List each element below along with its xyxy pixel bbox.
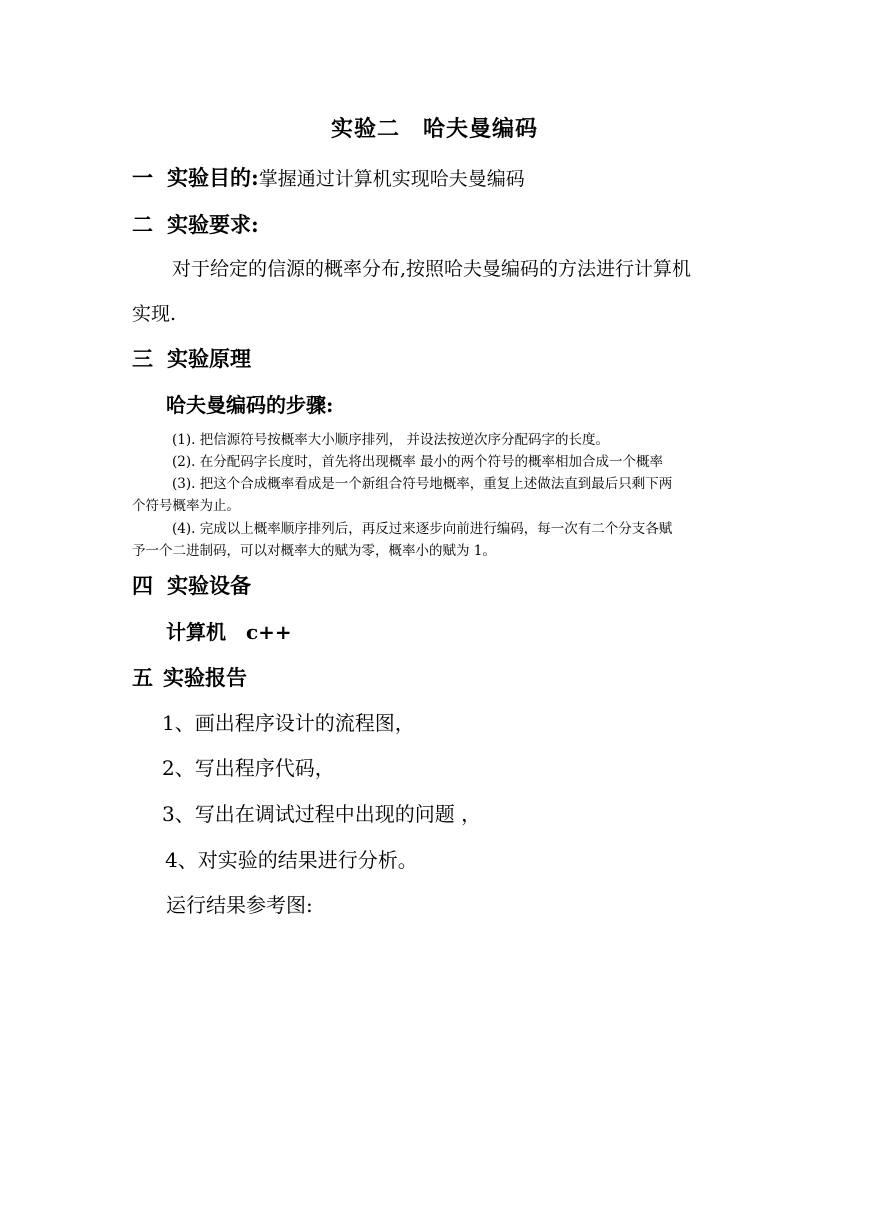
section-2-number: 二: [132, 212, 153, 237]
section-2-heading: 实验要求:: [167, 212, 259, 237]
section-4: [132, 570, 251, 600]
report-item-1: 1、画出程序设计的流程图，: [162, 711, 415, 735]
section-4-number: 四: [132, 573, 153, 598]
section-2-paragraph-line-1: 对于给定的信源的概率分布,按照哈夫曼编码的方法进行计算机: [172, 258, 692, 280]
section-3-number: 三: [132, 346, 153, 371]
section-2-paragraph-line-2: 实现.: [132, 303, 177, 325]
step-3-line-1: (3). 把这个合成概率看成是一个新组合符号地概率，重复上述做法直到最后只剩下两: [172, 476, 673, 492]
reference-label: 运行结果参考图:: [166, 893, 313, 917]
step-1: (1). 把信源符号按概率大小顺序排列， 并设法按逆次序分配码字的长度。: [172, 432, 609, 448]
section-4-heading: 实验设备: [167, 573, 251, 598]
report-item-4: 4、对实验的结果进行分析。: [165, 848, 418, 872]
section-2: [132, 209, 259, 239]
section-1: [132, 162, 525, 192]
report-item-2: 2、写出程序代码，: [162, 756, 335, 780]
section-5-heading: 实验报告: [163, 665, 247, 690]
step-2: (2). 在分配码字长度时，首先将出现概率 最小的两个符号的概率相加合成一个概率: [172, 454, 663, 470]
equipment: 计算机 c++: [166, 620, 292, 644]
section-3-subheading: 哈夫曼编码的步骤:: [166, 393, 334, 417]
step-4-line-2: 予一个二进制码，可以对概率大的赋为零，概率小的赋为 1。: [132, 543, 496, 559]
report-item-3: 3、写出在调试过程中出现的问题 ，: [162, 802, 482, 826]
section-5: [132, 662, 247, 692]
section-1-number: 一: [132, 165, 153, 190]
section-1-heading: 实验目的:: [167, 165, 259, 190]
page-title: 实验二 哈夫曼编码: [330, 116, 538, 142]
section-5-number: 五: [132, 665, 153, 690]
section-3-heading: 实验原理: [167, 346, 251, 371]
step-3-line-2: 个符号概率为止。: [132, 498, 240, 514]
section-3: [132, 343, 251, 373]
section-1-content: 掌握通过计算机实现哈夫曼编码: [258, 168, 525, 190]
step-4-line-1: (4). 完成以上概率顺序排列后，再反过来逐步向前进行编码，每一次有二个分支各赋: [172, 521, 673, 537]
